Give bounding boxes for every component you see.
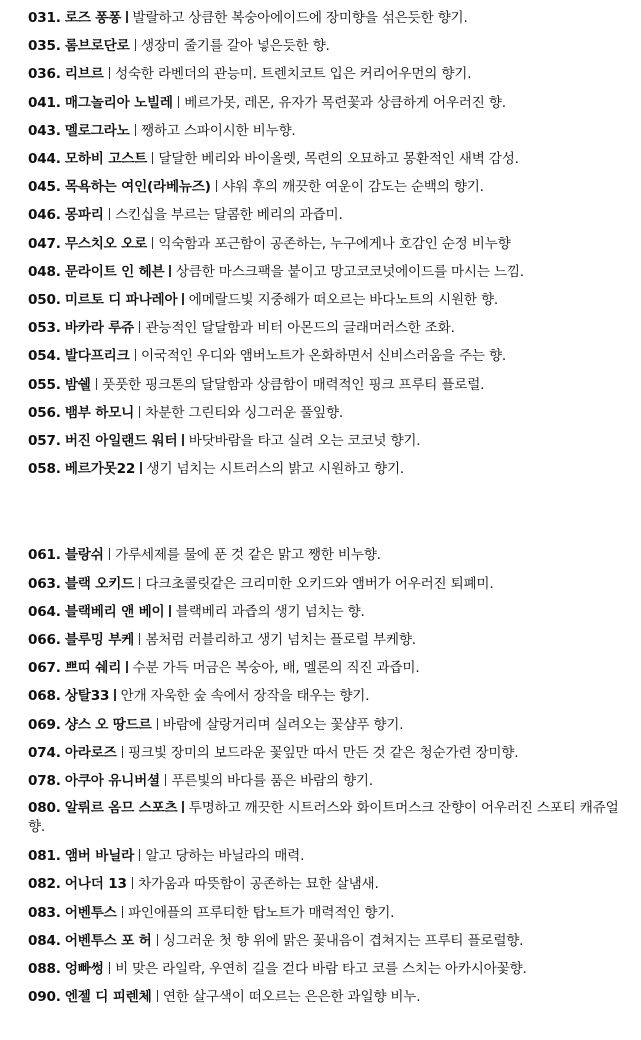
fragrance-name: 엔젤 디 피렌체 <box>64 989 152 1006</box>
separator-bar <box>135 349 136 361</box>
entry-number: 046. <box>28 207 61 224</box>
fragrance-entry <box>28 286 633 314</box>
fragrance-description: 생장미 줄기를 갈아 넣은듯한 향. <box>140 38 330 55</box>
fragrance-name: 바카라 루쥬 <box>64 320 135 337</box>
fragrance-name: 롬브로단로 <box>64 38 130 55</box>
fragrance-entry <box>28 371 633 399</box>
fragrance-entry <box>28 795 633 842</box>
separator-bar <box>126 11 127 23</box>
fragrance-description: 베르가못, 레몬, 유자가 목련꽃과 상큼하게 어우러진 향. <box>184 94 506 111</box>
fragrance-group-1 <box>28 4 633 483</box>
entry-number: 080. <box>28 800 61 817</box>
separator-bar <box>135 39 136 51</box>
separator-bar <box>152 237 153 249</box>
separator-bar <box>182 434 183 446</box>
separator-bar <box>139 321 140 333</box>
fragrance-description: 연한 살구색이 떠오르는 은은한 과일향 비누. <box>162 989 421 1006</box>
entry-number: 035. <box>28 38 61 55</box>
fragrance-description: 파인애플의 프루티한 탑노트가 매력적인 향기. <box>128 904 395 921</box>
fragrance-description: 봄처럼 러블리하고 생기 넘치는 플로럴 부케향. <box>145 632 416 649</box>
fragrance-description: 싱그러운 첫 향 위에 맑은 꽃내음이 겹쳐지는 프루티 플로럴향. <box>162 932 524 949</box>
fragrance-description: 발랄하고 상큼한 복숭아에이드에 장미향을 섞은듯한 향기. <box>132 10 468 26</box>
fragrance-description: 알고 당하는 바닐라의 매력. <box>145 848 305 865</box>
fragrance-name: 알뤼르 옴므 스포츠 <box>64 800 178 817</box>
fragrance-name: 로즈 퐁퐁 <box>64 10 122 26</box>
fragrance-entry <box>28 870 633 898</box>
fragrance-description: 바람에 살랑거리며 실려오는 꽃샴푸 향기. <box>162 716 404 733</box>
fragrance-description: 스킨십을 부르는 달콤한 베리의 과즙미. <box>115 207 343 224</box>
fragrance-entry <box>28 145 633 173</box>
entry-number: 083. <box>28 904 61 921</box>
fragrance-description: 성숙한 라벤더의 관능미. 트렌치코트 입은 커리어우먼의 향기. <box>115 66 472 83</box>
fragrance-entry <box>28 767 633 795</box>
fragrance-entry <box>28 173 633 201</box>
fragrance-name: 미르토 디 파나레아 <box>64 292 178 309</box>
fragrance-entry <box>28 258 633 286</box>
entry-number: 081. <box>28 848 61 865</box>
entry-number: 084. <box>28 932 61 949</box>
fragrance-description: 상큼한 마스크팩을 붙이고 망고코코넛에이드를 마시는 느낌. <box>175 263 524 280</box>
fragrance-description: 투명하고 깨끗한 시트러스와 화이트머스크 잔향이 어우러진 스포티 캐쥬얼 향. <box>28 800 619 836</box>
separator-bar <box>157 934 158 946</box>
entry-number: 047. <box>28 235 61 252</box>
separator-bar <box>152 152 153 164</box>
fragrance-name: 문라이트 인 헤븐 <box>64 263 165 280</box>
fragrance-description: 이국적인 우디와 앰버노트가 온화하면서 신비스러움을 주는 향. <box>140 348 507 365</box>
fragrance-description: 생기 넘치는 시트러스의 밝고 시원하고 향기. <box>146 461 405 478</box>
entry-number: 055. <box>28 376 61 393</box>
fragrance-name: 밤쉘 <box>64 376 91 393</box>
entry-number: 090. <box>28 989 61 1006</box>
entry-number: 064. <box>28 603 61 620</box>
entry-number: 043. <box>28 122 61 139</box>
fragrance-name: 아쿠아 유니버셜 <box>64 773 160 790</box>
fragrance-description: 비 맞은 라일락, 우연히 길을 걷다 바람 타고 코를 스치는 아카시아꽃향. <box>115 961 527 978</box>
entry-number: 078. <box>28 773 61 790</box>
fragrance-name: 베르가못22 <box>64 461 136 478</box>
fragrance-entry <box>28 230 633 258</box>
separator-bar <box>132 877 133 889</box>
separator-bar <box>182 801 183 813</box>
fragrance-description: 익숙함과 포근함이 공존하는, 누구에게나 호감인 순정 비누향 <box>158 235 511 252</box>
separator-bar <box>109 548 110 560</box>
fragrance-description: 바닷바람을 타고 실려 오는 코코넛 향기. <box>188 433 421 450</box>
fragrance-description: 에메랄드빛 지중해가 떠오르는 바다노트의 시원한 향. <box>188 292 499 309</box>
fragrance-name: 앰버 바닐라 <box>64 848 135 865</box>
separator-bar <box>140 462 141 474</box>
separator-bar <box>96 378 97 390</box>
separator-bar <box>139 406 140 418</box>
entry-number: 048. <box>28 263 61 280</box>
entry-number: 056. <box>28 404 61 421</box>
separator-bar <box>157 990 158 1002</box>
fragrance-name: 블랙베리 앤 베이 <box>64 603 165 620</box>
fragrance-description: 다크초콜릿같은 크리미한 오키드와 앰버가 어우러진 퇴폐미. <box>145 575 494 592</box>
fragrance-name: 어나더 13 <box>64 876 127 893</box>
fragrance-name: 블루밍 부케 <box>64 632 135 649</box>
entry-number: 053. <box>28 320 61 337</box>
fragrance-name: 아라로즈 <box>64 744 117 761</box>
entry-number: 036. <box>28 66 61 83</box>
fragrance-name: 블랑쉬 <box>64 547 104 564</box>
fragrance-name: 뱀부 하모니 <box>64 404 135 421</box>
entry-number: 067. <box>28 660 61 677</box>
fragrance-entry <box>28 4 633 32</box>
entry-number: 031. <box>28 10 61 26</box>
fragrance-name: 어벤투스 <box>64 904 117 921</box>
fragrance-entry <box>28 739 633 767</box>
fragrance-name: 엉빠썽 <box>64 961 104 978</box>
fragrance-description: 관능적인 달달함과 비터 아몬드의 글래머러스한 조화. <box>145 320 455 337</box>
fragrance-description: 수분 가득 머금은 복숭아, 배, 멜론의 직진 과즙미. <box>132 660 420 677</box>
fragrance-name: 모하비 고스트 <box>64 151 147 168</box>
separator-bar <box>109 208 110 220</box>
entry-number: 041. <box>28 94 61 111</box>
fragrance-entry <box>28 342 633 370</box>
separator-bar <box>122 746 123 758</box>
fragrance-entry <box>28 842 633 870</box>
fragrance-name: 목욕하는 여인(라베뉴즈) <box>64 179 211 196</box>
fragrance-entry <box>28 201 633 229</box>
fragrance-entry <box>28 983 633 1011</box>
entry-number: 066. <box>28 632 61 649</box>
separator-bar <box>169 605 170 617</box>
fragrance-name: 무스치오 오로 <box>64 235 147 252</box>
fragrance-description: 샤워 후의 깨끗한 여운이 감도는 순백의 향기. <box>222 179 484 196</box>
entry-number: 057. <box>28 433 61 450</box>
fragrance-name: 몽파리 <box>64 207 104 224</box>
fragrance-entry <box>28 541 633 569</box>
fragrance-entry <box>28 927 633 955</box>
entry-number: 058. <box>28 461 61 478</box>
fragrance-entry <box>28 60 633 88</box>
separator-bar <box>169 265 170 277</box>
fragrance-entry <box>28 899 633 927</box>
fragrance-name: 상탈33 <box>64 688 110 705</box>
fragrance-name: 멜로그라노 <box>64 122 130 139</box>
entry-number: 088. <box>28 961 61 978</box>
separator-bar <box>126 661 127 673</box>
entry-number: 082. <box>28 876 61 893</box>
fragrance-description: 쨍하고 스파이시한 비누향. <box>140 122 296 139</box>
fragrance-description: 안개 자욱한 숲 속에서 장작을 태우는 향기. <box>120 688 370 705</box>
fragrance-entry <box>28 32 633 60</box>
separator-bar <box>109 67 110 79</box>
separator-bar <box>139 849 140 861</box>
fragrance-entry <box>28 955 633 983</box>
separator-bar <box>114 689 115 701</box>
separator-bar <box>122 906 123 918</box>
fragrance-description: 차가움과 따뜻함이 공존하는 묘한 살냄새. <box>138 876 379 893</box>
separator-bar <box>216 180 217 192</box>
entry-number: 074. <box>28 744 61 761</box>
entry-number: 069. <box>28 716 61 733</box>
fragrance-description: 핑크빛 장미의 보드라운 꽃잎만 따서 만든 것 같은 청순가련 장미향. <box>128 744 519 761</box>
fragrance-name: 발다프리크 <box>64 348 130 365</box>
fragrance-name: 샹스 오 땅드르 <box>64 716 152 733</box>
fragrance-entry <box>28 314 633 342</box>
entry-number: 063. <box>28 575 61 592</box>
separator-bar <box>109 962 110 974</box>
entry-number: 045. <box>28 179 61 196</box>
separator-bar <box>139 633 140 645</box>
fragrance-name: 블랙 오키드 <box>64 575 135 592</box>
separator-bar <box>182 293 183 305</box>
fragrance-name: 리브르 <box>64 66 104 83</box>
entry-number: 054. <box>28 348 61 365</box>
separator-bar <box>165 774 166 786</box>
fragrance-description: 풋풋한 핑크톤의 달달함과 상큼함이 매력적인 핑크 프루티 플로럴. <box>102 376 485 393</box>
separator-bar <box>139 577 140 589</box>
fragrance-name: 어벤투스 포 허 <box>64 932 152 949</box>
fragrance-entry <box>28 455 633 483</box>
fragrance-name: 버진 아일랜드 워터 <box>64 433 178 450</box>
entry-number: 050. <box>28 292 61 309</box>
entry-number: 061. <box>28 547 61 564</box>
fragrance-entry <box>28 654 633 682</box>
fragrance-entry <box>28 117 633 145</box>
entry-number: 068. <box>28 688 61 705</box>
separator-bar <box>178 96 179 108</box>
entry-number: 044. <box>28 151 61 168</box>
fragrance-entry <box>28 89 633 117</box>
fragrance-entry <box>28 711 633 739</box>
fragrance-entry <box>28 626 633 654</box>
separator-bar <box>135 124 136 136</box>
fragrance-description: 푸른빛의 바다를 품은 바람의 향기. <box>171 773 373 790</box>
fragrance-description: 달달한 베리와 바이올렛, 목련의 오묘하고 몽환적인 새벽 감성. <box>158 151 519 168</box>
fragrance-entry <box>28 682 633 710</box>
fragrance-name: 매그놀리아 노빌레 <box>64 94 173 111</box>
fragrance-entry <box>28 570 633 598</box>
fragrance-entry <box>28 427 633 455</box>
fragrance-description: 가루세제를 물에 푼 것 같은 맑고 쨍한 비누향. <box>115 547 381 564</box>
fragrance-group-2 <box>28 541 633 1011</box>
separator-bar <box>157 718 158 730</box>
fragrance-entry <box>28 598 633 626</box>
fragrance-description: 차분한 그린티와 싱그러운 풀잎향. <box>145 404 343 421</box>
fragrance-name: 쁘띠 쉐리 <box>64 660 122 677</box>
fragrance-entry <box>28 399 633 427</box>
fragrance-description: 블랙베리 과즙의 생기 넘치는 향. <box>175 603 365 620</box>
